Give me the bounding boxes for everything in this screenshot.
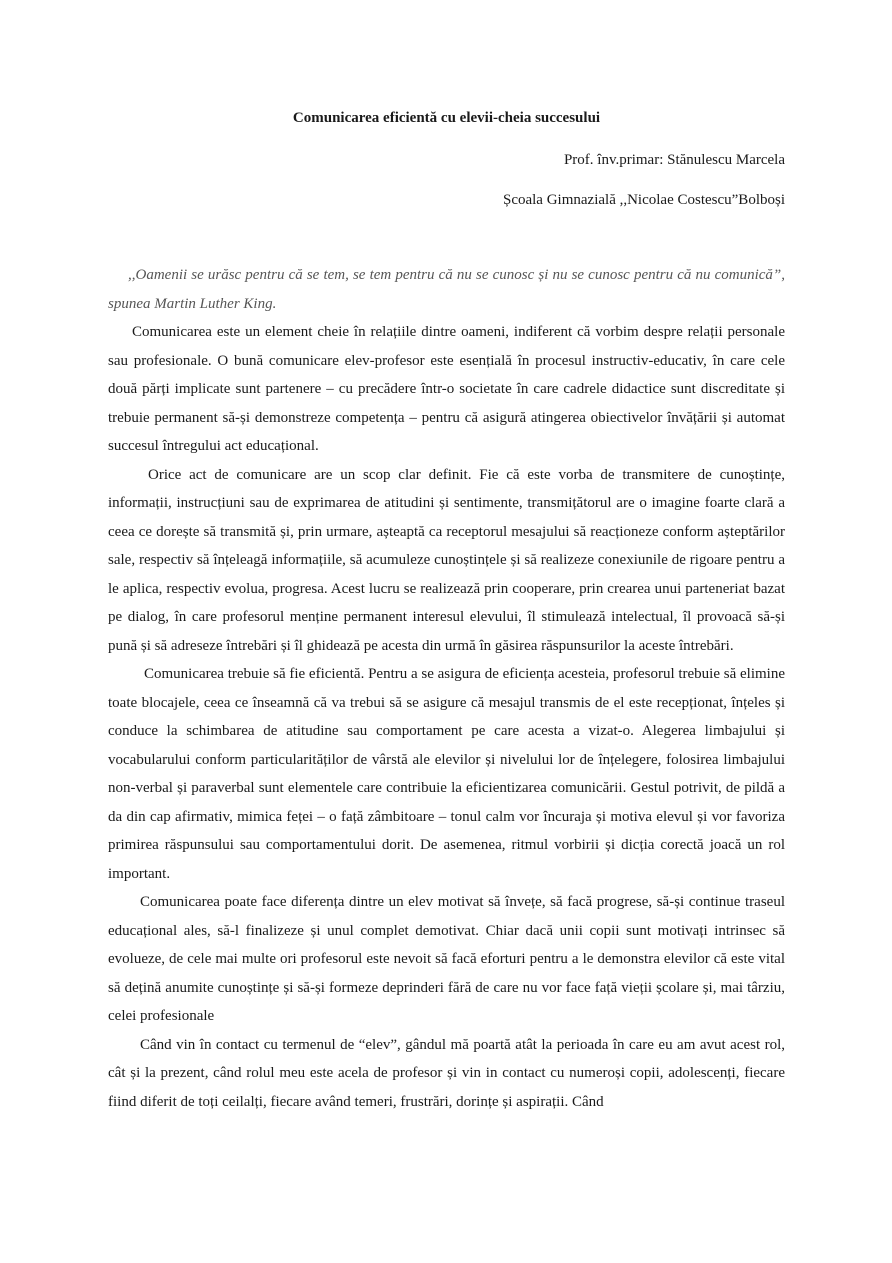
paragraph-3: Comunicarea trebuie să fie eficientă. Pentru a se asigura de eficiența acesteia, profesorul trebuie să elimine toate blocajele, ceea ce înseamnă că va trebui să se asigure că mesajul transmis de el este recepționat, înțeles și conduce la schimbarea de atitudine sau comportament pe care acesta a vizat-o. Alegerea limbajului și vocabularului conform particularităților de vârstă ale elevilor și nivelului lor de înțelegere, folosirea limbajului non-verbal și paraverbal sunt elementele care contribuie la eficientizarea comunicării. Gestul potrivit, de pildă a da din cap afirmativ, mimica feței – o față zâmbitoare – tonul calm vor încuraja și motiva elevul și vor favoriza primirea răspunsului sau comportamentului dorit. De asemenea, ritmul vorbirii și dicția corectă joacă un rol important.	[108, 666, 785, 882]
school-line: Școala Gimnazială ,,Nicolae Costescu”Bolboși	[502, 192, 785, 208]
document-title: Comunicarea eficientă cu elevii-cheia succesului	[292, 110, 601, 126]
paragraph-4: Comunicarea poate face diferența dintre un elev motivat să învețe, să facă progrese, să-și continue traseul educațional ales, să-l finalizeze și unul complet demotivat. Chiar dacă unii copii sunt motivați intrinsec să evolueze, de cele mai multe ori profesorul este nevoit să facă eforturi pentru a le demonstra elevilor că este vital să dețină anumite cunoștințe și să-și formeze deprinderi fără de care nu vor face față vieții școlare și, mai târziu, celei profesionale	[108, 894, 785, 1024]
opening-quote: ,,Oamenii se urăsc pentru că se tem, se tem pentru că nu se cunosc și nu se cunosc pentru că nu comunică”, spunea Martin Luther King.	[108, 267, 785, 312]
author-line: Prof. înv.primar: Stănulescu Marcela	[563, 152, 785, 168]
paragraph-1: Comunicarea este un element cheie în relațiile dintre oameni, indiferent că vorbim despre relații personale sau profesionale. O bună comunicare elev-profesor este esențială în procesul instructiv-educativ, în care cele două părți implicate sunt partenere – cu precădere într-o societate în care cadrele didactice sunt discreditate și trebuie permanent să-și demonstreze competența – pentru că asigură atingerea obiectivelor învățării și automat succesul întregului act educațional.	[108, 324, 785, 454]
paragraph-2: Orice act de comunicare are un scop clar definit. Fie că este vorba de transmitere de cunoștințe, informații, instrucțiuni sau de exprimarea de atitudini și sentimente, transmițătorul are o imagine foarte clară a ceea ce dorește să transmită și, prin urmare, așteaptă ca receptorul mesajului să reacționeze conform așteptărilor sale, respectiv să înțeleagă informațiile, să acumuleze cunoștințele și să realizeze conexiunile de rigoare pentru a le aplica, respectiv evolua, progresa. Acest lucru se realizează prin cooperare, prin crearea unui parteneriat bazat pe dialog, în care profesorul menține permanent interesul elevului, îl stimulează intelectual, îl provoacă să-și pună și să adreseze întrebări și îl ghidează pe acesta din urmă în găsirea răspunsurilor la aceste întrebări.	[108, 466, 785, 654]
document-page	[108, 108, 785, 1116]
paragraph-5: Când vin în contact cu termenul de “elev”, gândul mă poartă atât la perioada în care eu am avut acest rol, cât și la prezent, când rolul meu este acela de profesor și vin in contact cu numeroși copii, adolescenți, fiecare fiind diferit de toți ceilalți, fiecare având temeri, frustrări, dorințe și aspirații. Când	[108, 1036, 785, 1110]
